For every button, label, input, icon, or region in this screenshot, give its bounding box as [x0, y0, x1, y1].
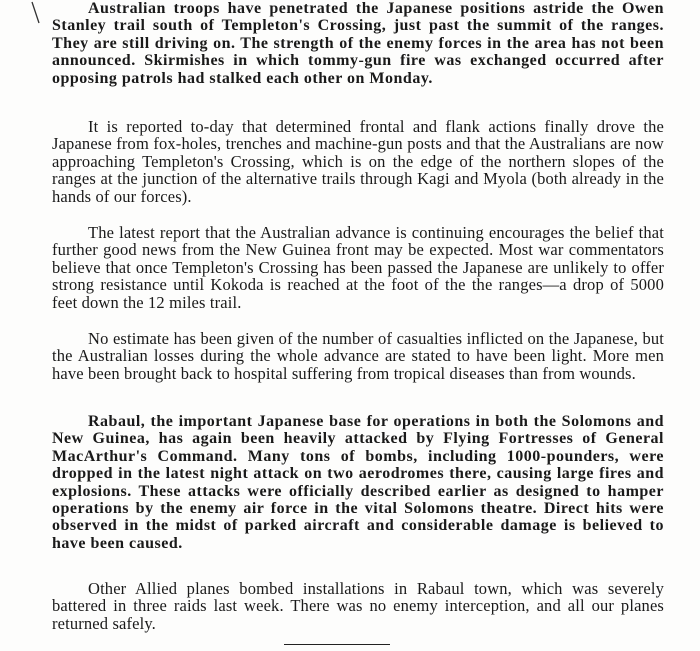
article-paragraph: No estimate has been given of the number of casualties inflicted on the Japanese, but the Australian losses during the whole advance are stated to have been light. More men have been brought back to hospital suffering from tropical diseases than from wounds.: [52, 329, 664, 383]
article-paragraph: It is reported to-day that determined frontal and flank actions finally drove the Japanese from fox-holes, trenches and machine-gun posts and that the Australians are now approaching Templeton's Crossing, which is on the edge of the northern slopes of the ranges at the junction of the alternative trails through Kagi and Myola (both already in the hands of our forces).: [52, 117, 664, 206]
article-paragraph: Other Allied planes bombed installations in Rabaul town, which was severely battered in three raids last week. There was no enemy interception, and all our planes returned safely.: [52, 579, 664, 633]
article-paragraph-rabaul: Rabaul, the important Japanese base for operations in both the Solomons and New Guinea, has again been heavily attacked by Flying Fortresses of General MacArthur's Command. Many tons of bombs, including 1000-pounders, were dropped in the latest night attack on two aerodromes there, causing large fires and explosions. These attacks were officially described earlier as designed to hamper operations by the enemy air force in the vital Solomons theatre. Direct hits were observed in the midst of parked aircraft and considerable damage is believed to have been caused.: [52, 413, 664, 552]
article-paragraph: The latest report that the Australian advance is continuing encourages the belief that further good news from the New Guinea front may be expected. Most war commentators believe that once Templeton's Crossing has been passed the Japanese are unlikely to offer strong resistance until Kokoda is reached at the foot of the the ranges—a drop of 5000 feet down the 12 miles trail.: [52, 223, 664, 312]
article-paragraph-lead: Australian troops have penetrated the Japanese positions astride the Owen Stanley trail south of Templeton's Crossing, just past the summit of the ranges. They are still driving on. The strength of the enemy forces in the area has not been announced. Skirmishes in which tommy-gun fire was exchanged occurred after opposing patrols had stalked each other on Monday.: [52, 0, 664, 87]
pen-mark-icon: [28, 0, 48, 26]
section-divider: [284, 644, 390, 645]
